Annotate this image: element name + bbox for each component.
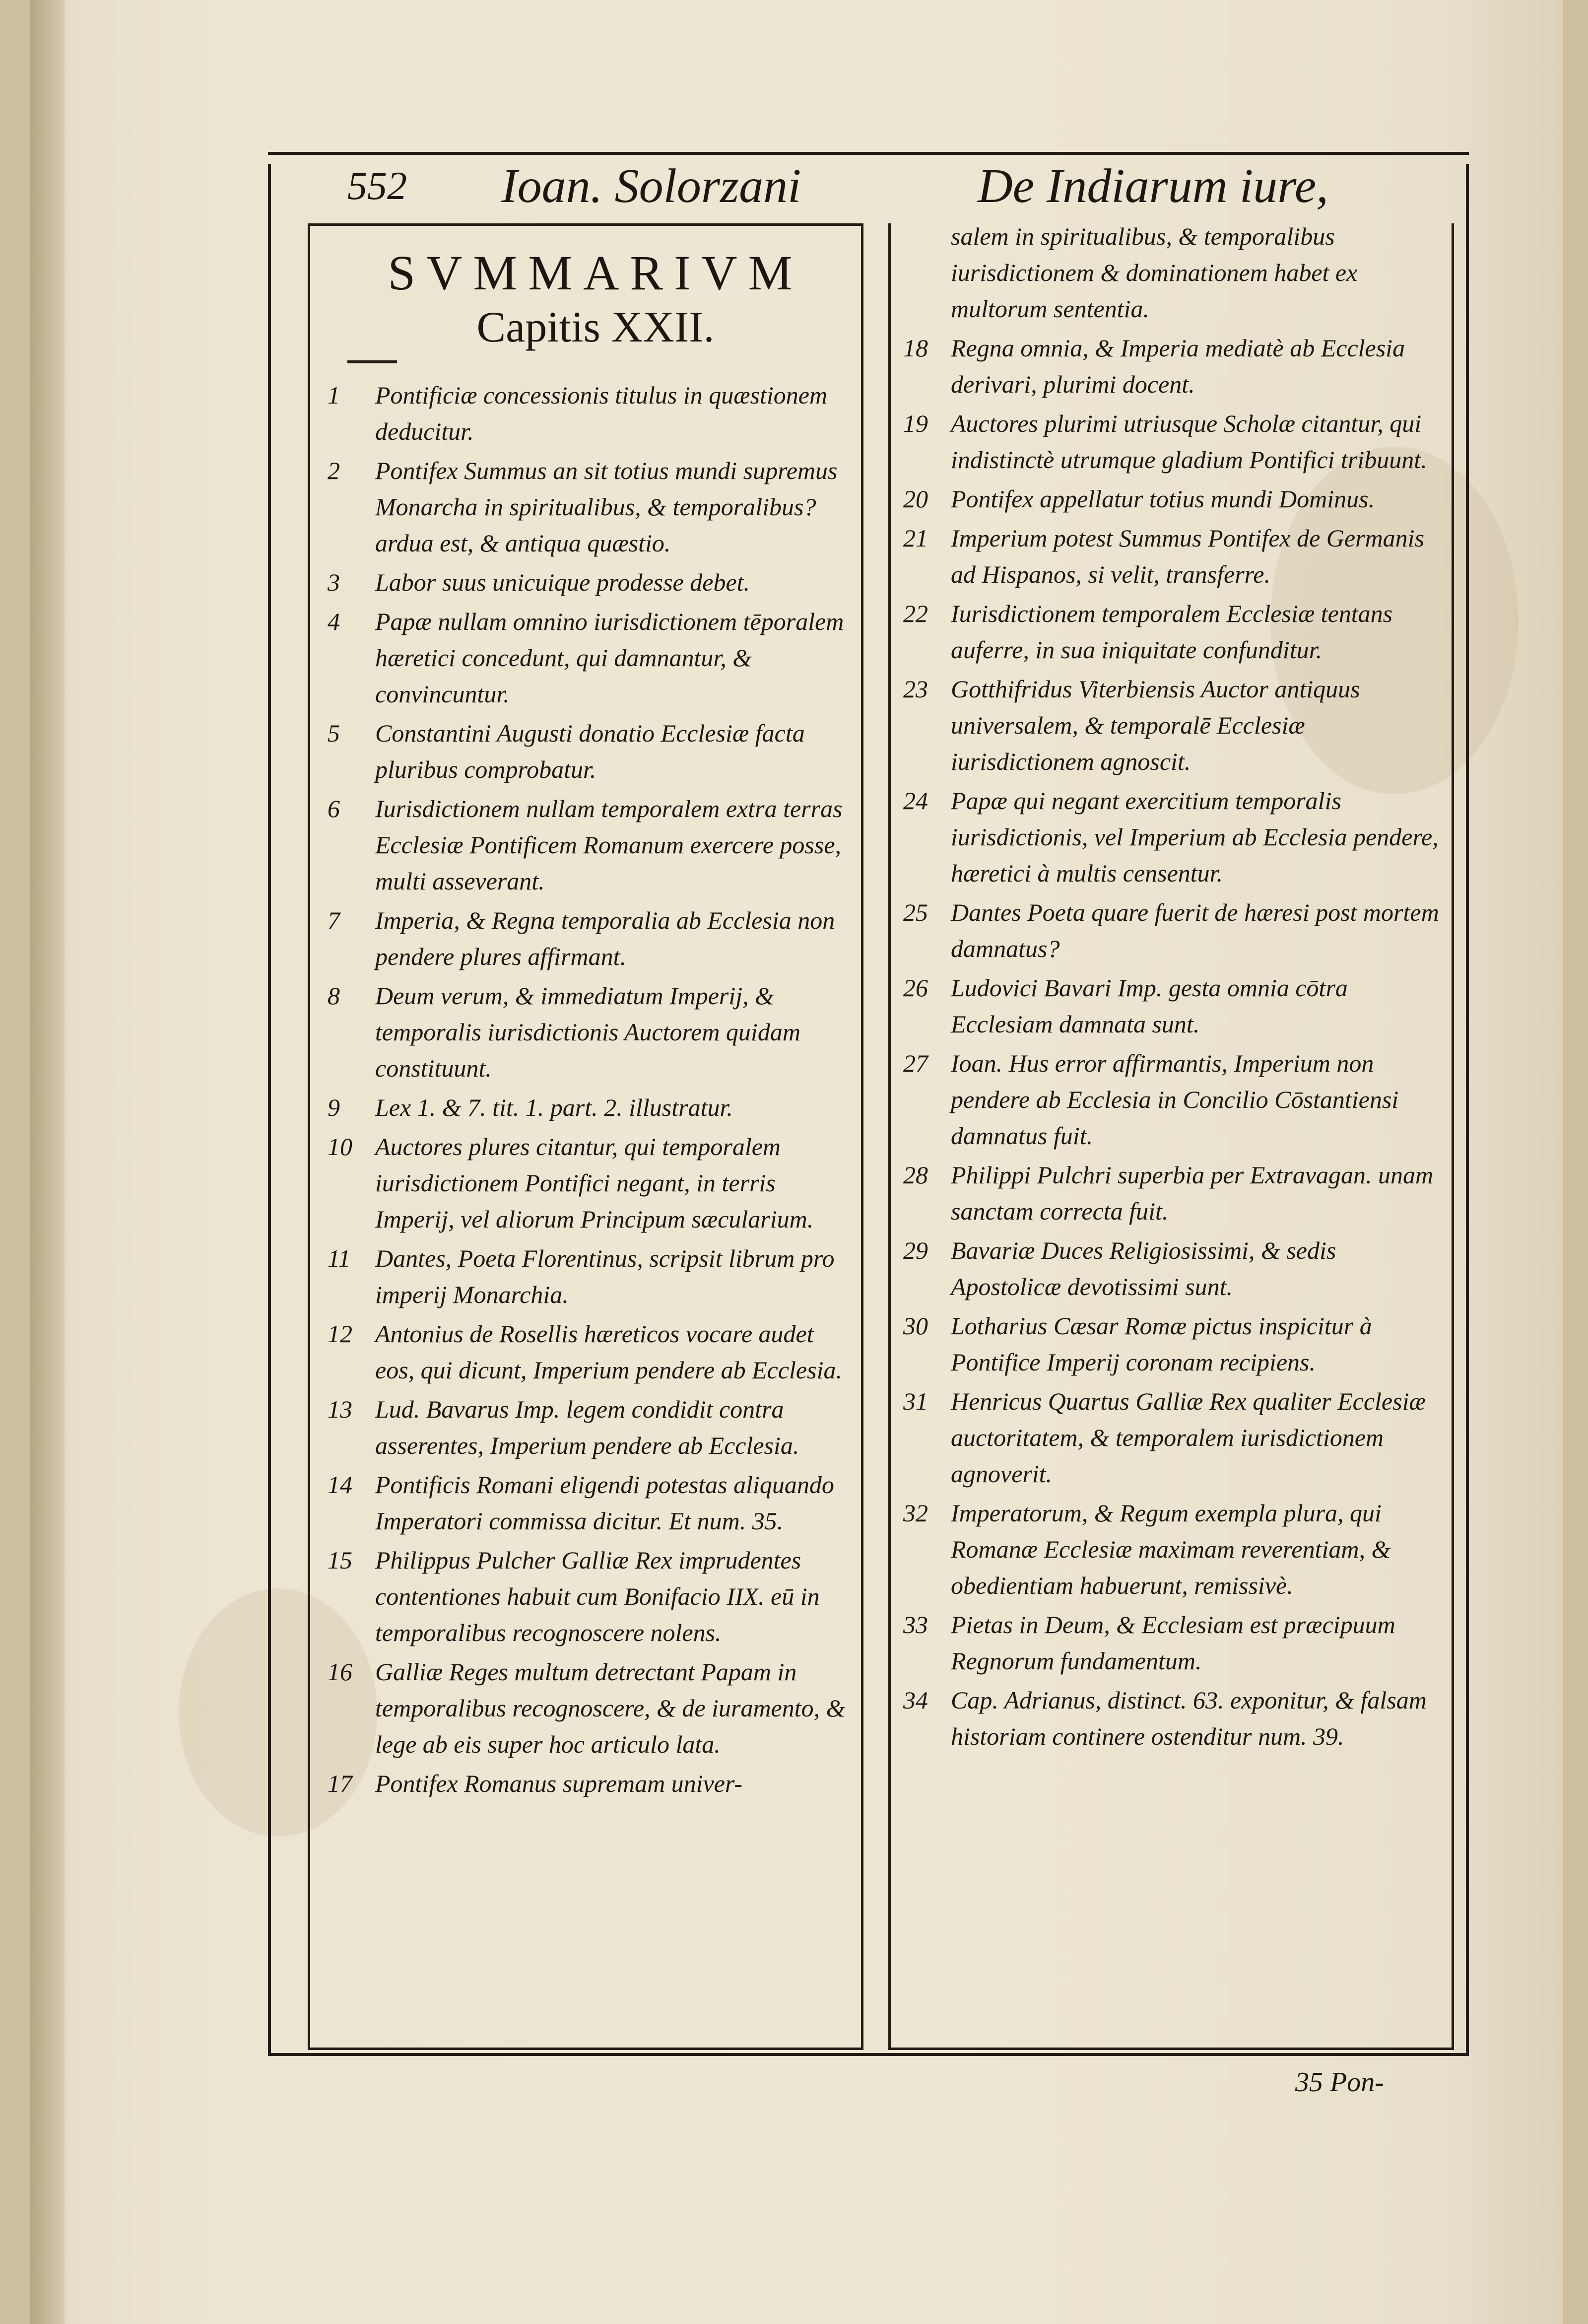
page-gutter	[30, 0, 65, 2324]
entry-number: 9	[328, 1094, 340, 1121]
summary-entry	[903, 330, 1444, 403]
entry-number: 16	[328, 1658, 352, 1686]
summary-entry	[903, 1495, 1444, 1604]
entry-text: Ioan. Hus error affirmantis, Imperium non pendere ab Ecclesia in Concilio Cōstantiensi damnatus fuit.	[951, 1049, 1399, 1150]
entry-text: Ludovici Bavari Imp. gesta omnia cōtra Ecclesiam damnata sunt.	[951, 974, 1348, 1038]
catchword: 35 Pon-	[1295, 2067, 1384, 2098]
entry-text: Auctores plurimi utriusque Scholæ citantur, qui indistinctè utrumque gladium Pontifici tribuunt.	[951, 410, 1427, 474]
entry-text: Imperatorum, & Regum exempla plura, qui Romanæ Ecclesiæ maximam reverentiam, & obedientiam habuerunt, remissivè.	[951, 1499, 1391, 1599]
summary-title: SVMMARIVM	[388, 245, 803, 300]
entry-text: Henricus Quartus Galliæ Rex qualiter Ecclesiæ auctoritatem, & temporalem iurisdictionem agnoverit.	[951, 1387, 1426, 1488]
entry-text: Dantes, Poeta Florentinus, scripsit librum pro imperij Monarchia.	[375, 1244, 835, 1308]
entry-text: Dantes Poeta quare fuerit de hæresi post mortem damnatus?	[951, 898, 1439, 962]
summary-entry	[328, 1542, 854, 1651]
entry-text: Bavariæ Duces Religiosissimi, & sedis Apostolicæ devotissimi sunt.	[951, 1236, 1336, 1300]
summary-entry	[903, 1045, 1444, 1154]
summary-entry	[903, 1157, 1444, 1230]
entry-number: 20	[903, 485, 928, 513]
entry-number: 11	[328, 1244, 351, 1272]
entry-text: Imperia, & Regna temporalia ab Ecclesia non pendere plures affirmant.	[375, 906, 835, 970]
entry-text: Lud. Bavarus Imp. legem condidit contra asserentes, Imperium pendere ab Ecclesia.	[375, 1395, 799, 1459]
summary-entry	[328, 604, 854, 712]
entry-number: 34	[903, 1686, 928, 1714]
summary-entry	[328, 791, 854, 899]
entry-number: 4	[328, 608, 340, 635]
entry-text: Lotharius Cæsar Romæ pictus inspicitur à Pontifice Imperij coronam recipiens.	[951, 1312, 1372, 1376]
running-head-author: Ioan. Solorzani	[501, 159, 801, 213]
summary-subtitle: Capitis XXII.	[476, 303, 715, 351]
entry-number: 6	[328, 795, 340, 822]
entry-number: 14	[328, 1471, 352, 1499]
entry-number: 24	[903, 787, 928, 815]
summary-entry	[328, 1391, 854, 1464]
entry-text: Lex 1. & 7. tit. 1. part. 2. illustratur.	[375, 1094, 733, 1121]
summary-entry	[903, 596, 1444, 668]
entry-text: Constantini Augusti donatio Ecclesiæ facta pluribus comprobatur.	[375, 719, 805, 783]
entry-text: Pontifex appellatur totius mundi Dominus.	[951, 485, 1375, 513]
entry-number: 19	[903, 410, 928, 437]
summary-entry	[903, 894, 1444, 967]
summary-entry	[903, 481, 1444, 517]
summary-entry	[328, 1467, 854, 1539]
summary-entry	[328, 902, 854, 975]
entry-number: 25	[903, 898, 928, 926]
entry-number: 13	[328, 1395, 352, 1423]
entry-number: 33	[903, 1611, 928, 1639]
page-number: 552	[347, 164, 407, 208]
summary-entry	[328, 564, 854, 601]
running-head-title: De Indiarum iure,	[978, 159, 1328, 213]
entry-number: 2	[328, 457, 340, 484]
entry-text: Pontifex Romanus supremam univer-	[375, 1770, 743, 1797]
entry-text: Labor suus unicuique prodesse debet.	[375, 568, 750, 596]
summary-entry	[903, 218, 1444, 327]
left-column-entries	[328, 377, 854, 1805]
entry-text: salem in spiritualibus, & temporalibus iurisdictionem & dominationem habet ex multorum sententia.	[951, 222, 1358, 323]
summary-entry	[328, 1090, 854, 1126]
summary-entry	[328, 1654, 854, 1763]
summary-entry	[903, 970, 1444, 1042]
entry-number: 8	[328, 982, 340, 1010]
entry-text: Pontificis Romani eligendi potestas aliquando Imperatori commissa dicitur. Et num. 35.	[375, 1471, 834, 1535]
summary-entry	[903, 1308, 1444, 1380]
entry-text: Gotthifridus Viterbiensis Auctor antiquus universalem, & temporalē Ecclesiæ iurisdictionem agnoscit.	[951, 675, 1360, 775]
summary-entry	[328, 978, 854, 1087]
entry-number: 18	[903, 334, 928, 362]
entry-text: Imperium potest Summus Pontifex de Germanis ad Hispanos, si velit, transferre.	[951, 524, 1425, 588]
entry-number: 12	[328, 1320, 352, 1348]
summary-entry	[903, 671, 1444, 780]
summary-entry	[903, 1682, 1444, 1755]
entry-text: Pontifex Summus an sit totius mundi supremus Monarcha in spiritualibus, & temporalibus? ardua est, & antiqua quæstio.	[375, 457, 838, 557]
entry-number: 1	[328, 381, 340, 409]
entry-text: Iurisdictionem temporalem Ecclesiæ tentans auferre, in sua iniquitate confunditur.	[951, 600, 1393, 664]
summary-entry	[903, 783, 1444, 891]
entry-number: 28	[903, 1161, 928, 1189]
entry-number: 29	[903, 1236, 928, 1264]
entry-number: 31	[903, 1387, 928, 1415]
entry-number: 32	[903, 1499, 928, 1527]
entry-number: 23	[903, 675, 928, 703]
entry-text: Deum verum, & immediatum Imperij, & temporalis iurisdictionis Auctorem quidam constituunt.	[375, 982, 800, 1082]
entry-number: 3	[328, 568, 340, 596]
entry-text: Cap. Adrianus, distinct. 63. exponitur, & falsam historiam continere ostenditur num. 39.	[951, 1686, 1427, 1750]
summary-entry	[328, 715, 854, 788]
entry-number: 7	[328, 906, 340, 934]
summary-entry	[328, 377, 854, 450]
summary-entry	[328, 1240, 854, 1313]
entry-number: 15	[328, 1546, 352, 1574]
summary-entry	[903, 1607, 1444, 1679]
summary-entry	[328, 453, 854, 561]
entry-text: Galliæ Reges multum detrectant Papam in temporalibus recognoscere, & de iuramento, & lege ab eis super hoc articulo lata.	[375, 1658, 846, 1758]
summary-entry	[328, 1766, 854, 1802]
entry-text: Philippus Pulcher Galliæ Rex imprudentes contentiones habuit cum Bonifacio IIX. eū in temporalibus recognoscere nolens.	[375, 1546, 820, 1646]
entry-number: 30	[903, 1312, 928, 1340]
entry-number: 10	[328, 1133, 352, 1161]
entry-text: Papæ qui negant exercitium temporalis iurisdictionis, vel Imperium ab Ecclesia pendere, hæretici à multis censentur.	[951, 787, 1439, 887]
summary-entry	[328, 1129, 854, 1237]
summary-entry	[903, 1232, 1444, 1305]
entry-text: Iurisdictionem nullam temporalem extra terras Ecclesiæ Pontificem Romanum exercere posse, multi asseverant.	[375, 795, 843, 895]
entry-number: 21	[903, 524, 928, 552]
summary-entry	[328, 1316, 854, 1388]
summary-entry	[903, 1383, 1444, 1492]
entry-text: Auctores plures citantur, qui temporalem iurisdictionem Pontifici negant, in terris Imperij, vel aliorum Principum sæcularium.	[375, 1133, 814, 1233]
header-rule	[268, 152, 1469, 155]
entry-number: 22	[903, 600, 928, 627]
entry-text: Philippi Pulchri superbia per Extravagan. unam sanctam correcta fuit.	[951, 1161, 1434, 1225]
entry-number: 27	[903, 1049, 928, 1077]
entry-text: Papæ nullam omnino iurisdictionem tēporalem hæretici concedunt, qui damnantur, & convincuntur.	[375, 608, 844, 708]
entry-text: Antonius de Rosellis hæreticos vocare audet eos, qui dicunt, Imperium pendere ab Ecclesia.	[375, 1320, 842, 1384]
entry-text: Pontificiæ concessionis titulus in quæstionem deducitur.	[375, 381, 828, 445]
entry-number: 5	[328, 719, 340, 747]
title-dash	[347, 360, 397, 363]
summary-entry	[903, 406, 1444, 478]
entry-text: Pietas in Deum, & Ecclesiam est præcipuum Regnorum fundamentum.	[951, 1611, 1395, 1675]
entry-number: 17	[328, 1770, 352, 1797]
entry-number: 26	[903, 974, 928, 1002]
right-column-entries	[903, 218, 1444, 1758]
summary-entry	[903, 520, 1444, 593]
entry-text: Regna omnia, & Imperia mediatè ab Ecclesia derivari, plurimi docent.	[951, 334, 1405, 398]
